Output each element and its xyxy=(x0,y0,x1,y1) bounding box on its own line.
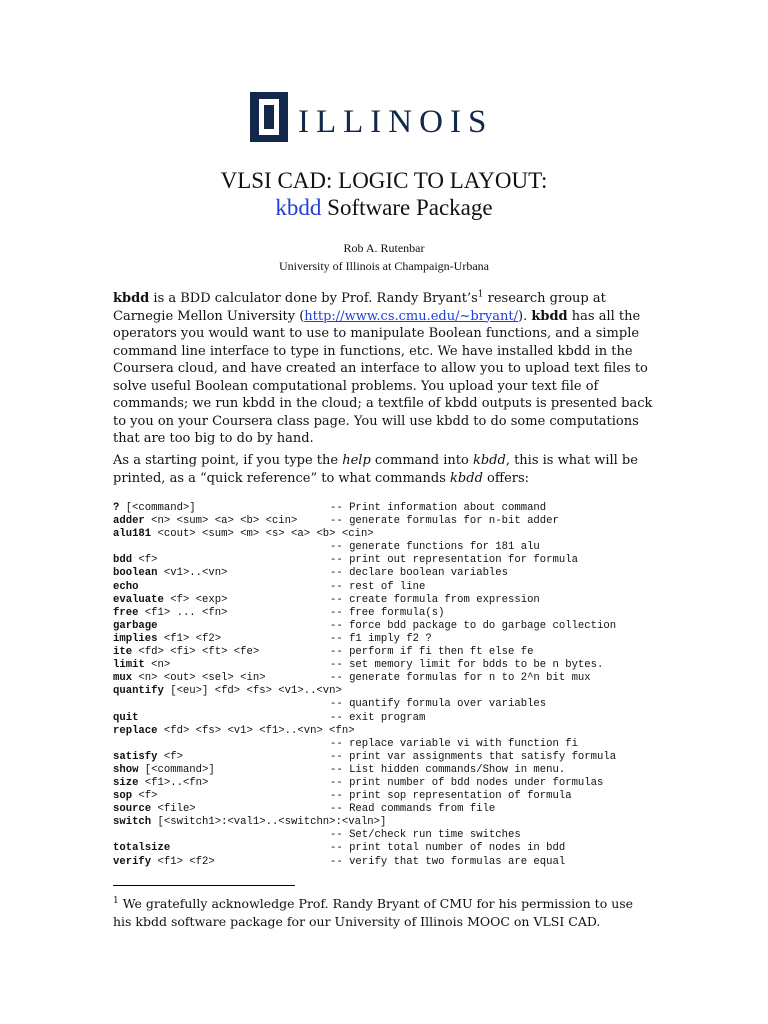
command-description: -- verify that two formulas are equal xyxy=(330,855,566,868)
command-row xyxy=(113,541,668,554)
illinois-logo xyxy=(250,92,520,142)
command-syntax xyxy=(113,515,297,528)
command-name: alu181 xyxy=(113,528,152,541)
command-description: -- quantify formula over variables xyxy=(330,698,547,711)
command-syntax xyxy=(113,816,386,829)
author-affiliation: University of Illinois at Champaign-Urbana xyxy=(279,259,489,273)
command-syntax xyxy=(113,751,183,764)
command-row xyxy=(113,777,668,790)
command-description: -- print total number of nodes in bdd xyxy=(330,842,566,855)
command-name: quit xyxy=(113,711,139,724)
command-description: -- free formula(s) xyxy=(330,606,445,619)
command-syntax xyxy=(113,502,196,515)
intro-text-4: has all the operators you would want to use to manipulate Boolean functions, and a simple command line interface to type in functions, etc. We have installed kbdd in the Coursera cloud, and have created an interface to allow you to upload text files to solve useful Boolean computational problems. You upload your text file of commands; we run kbdd in the cloud; a textfile of kbdd outputs is presented back to you on your Coursera class page. You will use kbdd to do some computations that are too big to do by hand. xyxy=(113,308,653,446)
command-syntax xyxy=(113,725,355,738)
command-description: -- List hidden commands/Show in menu. xyxy=(330,763,566,776)
command-args: [<command>] xyxy=(138,763,215,776)
subtitle-kbdd: kbdd xyxy=(275,195,322,220)
command-name: mux xyxy=(113,672,133,685)
command-row xyxy=(113,764,668,777)
command-description: -- print out representation for formula xyxy=(330,554,578,567)
command-row xyxy=(113,698,668,711)
command-name: echo xyxy=(113,580,139,593)
command-row xyxy=(113,659,668,672)
command-name: show xyxy=(113,763,139,776)
help-text-1: As a starting point, if you type the xyxy=(113,453,343,468)
help-text-2: command into xyxy=(370,453,473,468)
command-row xyxy=(113,842,668,855)
intro-text-3: ). xyxy=(518,308,532,324)
command-args: <cout> <sum> <m> <s> <a> <b> <cin> xyxy=(151,528,374,541)
command-row xyxy=(113,554,668,567)
command-syntax xyxy=(113,581,138,594)
command-description: -- exit program xyxy=(330,711,426,724)
command-args: <fd> <fi> <ft> <fe> xyxy=(132,646,260,659)
command-name: source xyxy=(113,803,152,816)
footnote-mark: 1 xyxy=(113,895,119,906)
command-row xyxy=(113,607,668,620)
command-row xyxy=(113,816,668,829)
command-row xyxy=(113,685,668,698)
command-name: implies xyxy=(113,632,158,645)
command-syntax xyxy=(113,842,170,855)
command-row xyxy=(113,567,668,580)
command-syntax xyxy=(113,567,227,580)
command-syntax xyxy=(113,712,138,725)
command-row xyxy=(113,620,668,633)
footnote-ref[interactable]: 1 xyxy=(477,289,484,300)
command-args: <f1>..<fn> xyxy=(138,776,209,789)
command-name: satisfy xyxy=(113,750,158,763)
command-args: [<switch1>:<val1>..<switchn>:<valn>] xyxy=(151,816,387,829)
command-name: garbage xyxy=(113,619,158,632)
command-description: -- force bdd package to do garbage collection xyxy=(330,619,617,632)
command-description: -- print sop representation of formula xyxy=(330,790,572,803)
command-row xyxy=(113,646,668,659)
command-name: ite xyxy=(113,646,133,659)
command-row xyxy=(113,803,668,816)
command-description: -- generate formulas for n to 2^n bit mux xyxy=(330,672,591,685)
command-row xyxy=(113,594,668,607)
kbdd-italic-2: kbdd xyxy=(450,470,483,486)
command-syntax xyxy=(113,554,158,567)
command-description: -- Read commands from file xyxy=(330,803,496,816)
command-args: <f> xyxy=(132,554,158,567)
command-syntax xyxy=(113,764,215,777)
command-description: -- create formula from expression xyxy=(330,593,540,606)
command-name: adder xyxy=(113,515,145,528)
block-i-icon xyxy=(250,92,288,142)
command-row xyxy=(113,738,668,751)
command-name: free xyxy=(113,606,139,619)
command-syntax xyxy=(113,594,227,607)
command-description: -- Set/check run time switches xyxy=(330,829,521,842)
command-row xyxy=(113,712,668,725)
command-description: -- generate formulas for n-bit adder xyxy=(330,515,559,528)
command-args: <fd> <fs> <v1> <f1>..<vn> <fn> xyxy=(157,724,355,737)
command-syntax xyxy=(113,659,170,672)
command-args: <n> xyxy=(144,659,171,672)
command-syntax xyxy=(113,672,266,685)
command-syntax xyxy=(113,528,374,541)
command-row xyxy=(113,856,668,869)
command-syntax xyxy=(113,607,227,620)
command-row xyxy=(113,581,668,594)
command-row xyxy=(113,633,668,646)
logo-wordmark: ILLINOIS xyxy=(298,104,494,140)
bryant-link[interactable]: http://www.cs.cmu.edu/~bryant/ xyxy=(304,308,519,324)
command-args: <f1> ... <fn> xyxy=(138,606,228,619)
command-args: <f> <exp> xyxy=(163,593,228,606)
kbdd-bold-2: kbdd xyxy=(531,308,568,324)
command-description: -- f1 imply f2 ? xyxy=(330,632,432,645)
subtitle-rest: Software Package xyxy=(321,195,493,220)
command-args: <v1>..<vn> xyxy=(157,567,228,580)
command-row xyxy=(113,751,668,764)
footnote xyxy=(113,895,653,931)
page-subtitle xyxy=(0,193,768,223)
command-name: boolean xyxy=(113,567,158,580)
command-row xyxy=(113,725,668,738)
command-args: [<eu>] <fd> <fs> <v1>..<vn> xyxy=(163,685,342,698)
intro-text-1: is a BDD calculator done by Prof. Randy Bryant’s xyxy=(149,291,478,306)
command-name: replace xyxy=(113,724,158,737)
command-args: <f1> <f2> xyxy=(151,855,215,868)
author-name: Rob A. Rutenbar xyxy=(343,241,425,255)
command-description: -- rest of line xyxy=(330,580,426,593)
kbdd-italic: kbdd xyxy=(472,453,506,468)
command-syntax xyxy=(113,790,158,803)
intro-paragraph xyxy=(113,290,658,448)
kbdd-bold: kbdd xyxy=(113,291,150,306)
command-syntax xyxy=(113,646,259,659)
command-description: -- replace variable vi with function fi xyxy=(330,737,578,750)
command-syntax xyxy=(113,856,215,869)
command-description: -- print number of bdd nodes under formulas xyxy=(330,776,604,789)
command-args: <f> xyxy=(132,790,158,803)
footnote-text: We gratefully acknowledge Prof. Randy Bryant of CMU for his permission to use his kbdd software package for our University of Illinois MOOC on VLSI CAD. xyxy=(113,896,634,929)
command-syntax xyxy=(113,620,158,633)
command-row xyxy=(113,528,668,541)
command-name: limit xyxy=(113,659,145,672)
command-row xyxy=(113,790,668,803)
command-description: -- Print information about command xyxy=(330,502,547,514)
page-title: VLSI CAD: LOGIC TO LAYOUT: xyxy=(220,168,548,193)
command-name: size xyxy=(113,776,139,789)
command-reference xyxy=(113,502,668,869)
command-name: switch xyxy=(113,816,152,829)
command-description: -- perform if fi then ft else fe xyxy=(330,646,534,659)
command-args: [<command>] xyxy=(119,502,196,514)
command-name: bdd xyxy=(113,554,133,567)
command-args: <f> xyxy=(157,750,183,763)
command-description: -- generate functions for 181 alu xyxy=(330,541,540,554)
command-name: verify xyxy=(113,855,152,868)
command-args: <f1> <f2> xyxy=(157,632,222,645)
command-syntax xyxy=(113,777,208,790)
help-text-3: , this is what will be printed, as a “quick reference” to what commands xyxy=(113,453,638,486)
command-description: -- print var assignments that satisfy formula xyxy=(330,750,617,763)
help-italic: help xyxy=(342,453,371,468)
command-row xyxy=(113,502,668,515)
command-name: totalsize xyxy=(113,842,171,855)
help-paragraph xyxy=(113,452,658,487)
command-row xyxy=(113,672,668,685)
command-name: sop xyxy=(113,790,133,803)
command-syntax xyxy=(113,803,196,816)
command-args: <n> <out> <sel> <in> xyxy=(132,672,266,685)
intro-text-2: research group at Carnegie Mellon University ( xyxy=(113,291,606,324)
command-args: <n> <sum> <a> <b> <cin> xyxy=(144,515,298,528)
command-row xyxy=(113,515,668,528)
command-syntax xyxy=(113,685,342,698)
command-description: -- set memory limit for bdds to be n bytes. xyxy=(330,659,604,672)
command-description: -- declare boolean variables xyxy=(330,567,509,580)
command-syntax xyxy=(113,633,221,646)
command-args: <file> xyxy=(151,803,196,816)
command-name: ? xyxy=(113,502,120,514)
help-text-4: offers: xyxy=(482,470,530,486)
command-name: evaluate xyxy=(113,593,164,606)
command-name: quantify xyxy=(113,685,164,698)
footnote-divider xyxy=(113,885,295,886)
command-row xyxy=(113,829,668,842)
